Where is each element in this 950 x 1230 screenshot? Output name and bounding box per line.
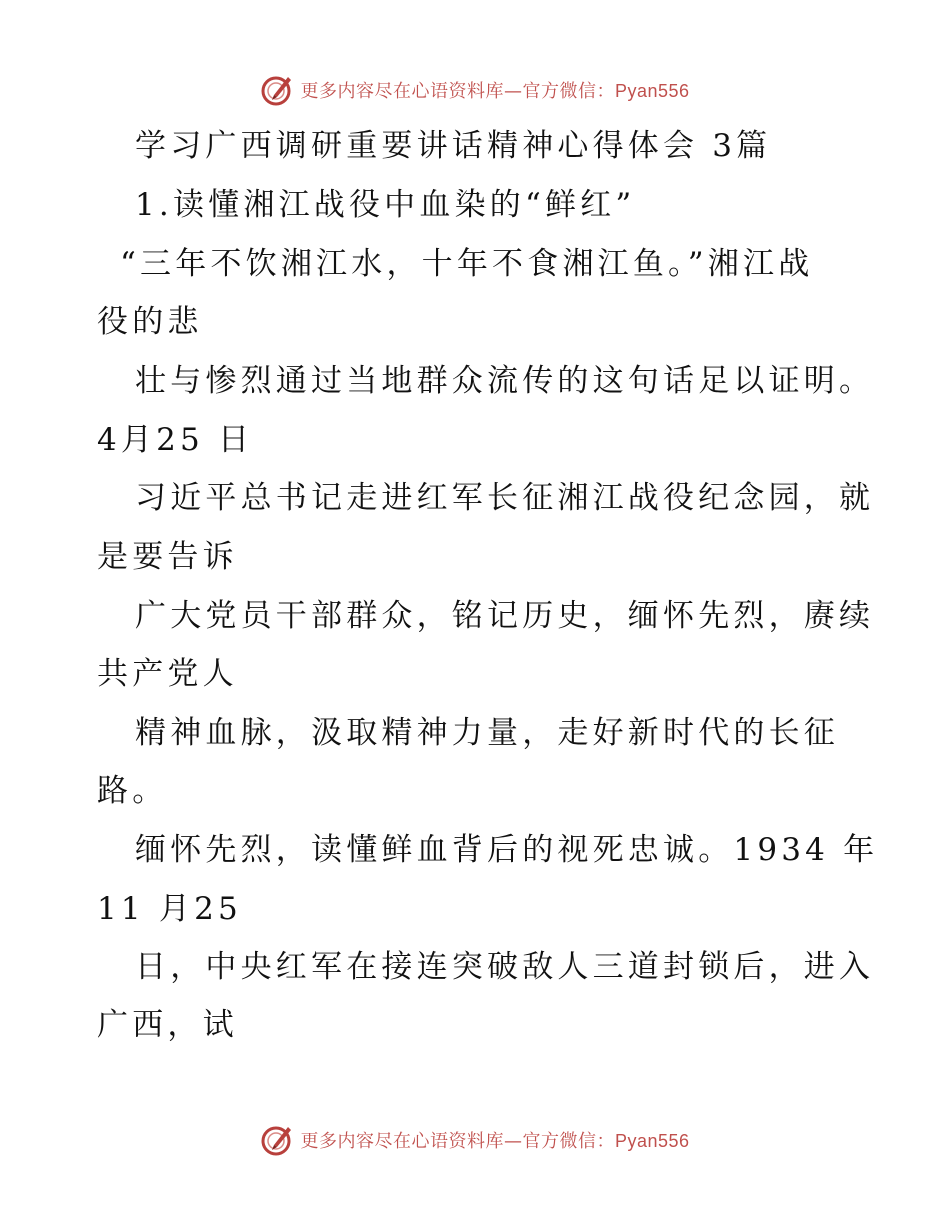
paragraph-line: 精神血脉，汲取精神力量，走好新时代的长征 [135, 715, 839, 751]
footer-banner [0, 1120, 950, 1160]
paragraph-line: 共产党人 [97, 656, 238, 692]
document-title: 学习广西调研重要讲话精神心得体会 3篇 [135, 128, 772, 164]
paragraph-line: 11 月25 [97, 891, 242, 927]
paragraph-line: 习近平总书记走进红军长征湘江战役纪念园，就 [135, 480, 875, 516]
banner-text: 更多内容尽在心语资料库—官方微信：Pyan556 [300, 1131, 690, 1152]
paragraph-line: 路。 [97, 773, 168, 809]
pen-logo-icon [260, 1123, 294, 1157]
paragraph-line: 役的悲 [97, 304, 203, 340]
paragraph-line: 4月25 日 [97, 422, 254, 458]
banner-text: 更多内容尽在心语资料库—官方微信：Pyan556 [300, 81, 690, 102]
paragraph-line: 日，中央红军在接连突破敌人三道封锁后，进入 [135, 949, 875, 985]
paragraph-line: 壮与惨烈通过当地群众流传的这句话足以证明。 [135, 363, 875, 399]
paragraph-line: 广大党员干部群众，铭记历史，缅怀先烈，赓续 [135, 598, 875, 634]
paragraph-line: “三年不饮湘江水，十年不食湘江鱼。”湘江战 [120, 246, 814, 282]
paragraph-line: 广西，试 [97, 1007, 238, 1043]
section-heading: 1.读懂湘江战役中血染的“鲜红” [135, 187, 636, 223]
paragraph-line: 是要告诉 [97, 539, 238, 575]
paragraph-line: 缅怀先烈，读懂鲜血背后的视死忠诚。1934 年 [135, 832, 879, 868]
